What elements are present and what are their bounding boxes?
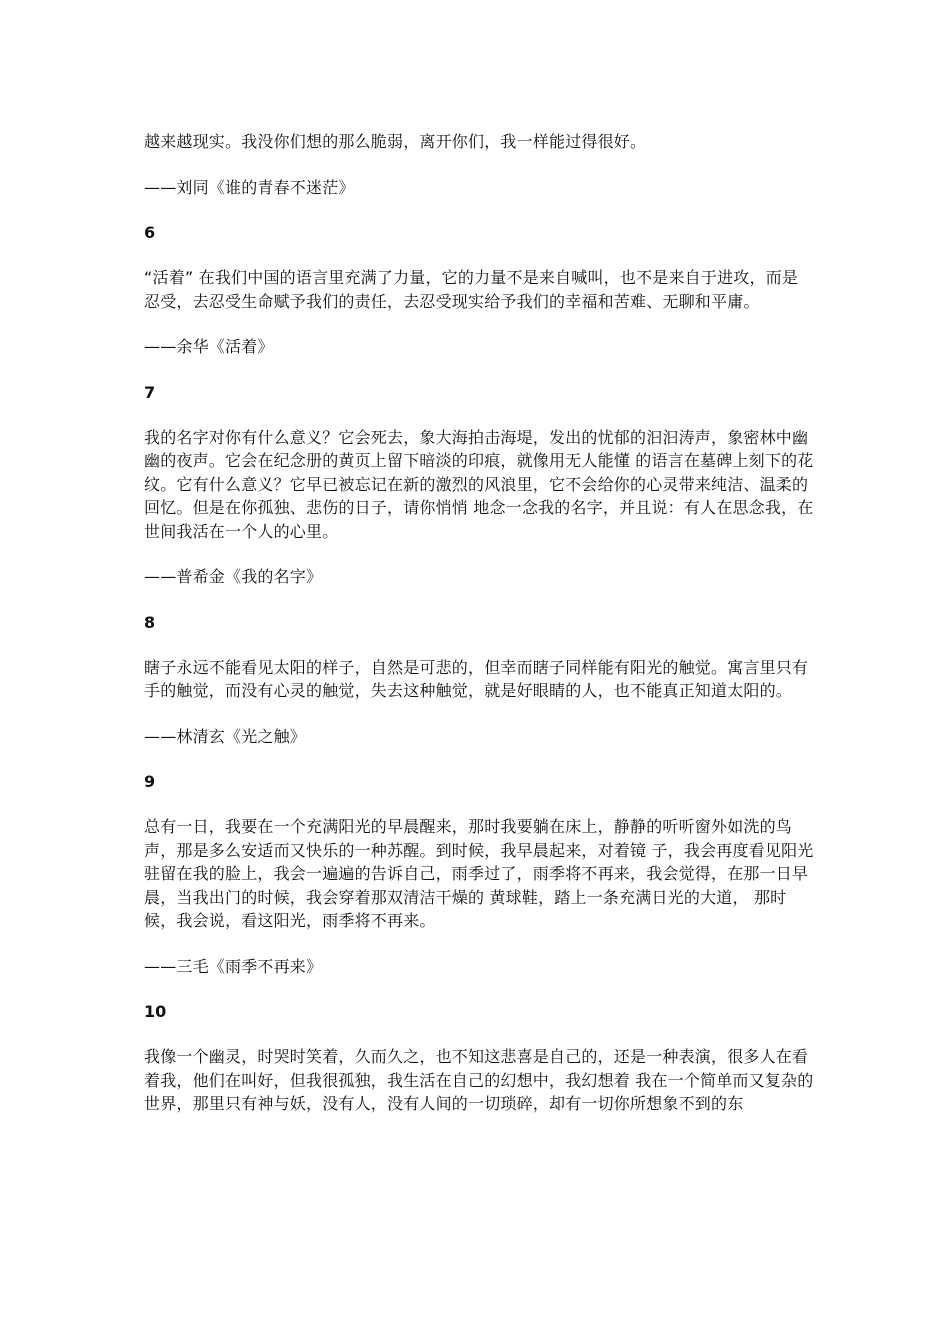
quote-number-10: 10 — [144, 1002, 167, 1021]
quote-number-9: 9 — [144, 772, 156, 791]
quote-text-8: 瞎子永远不能看见太阳的样子，自然是可悲的，但幸而瞎子同样能有阳光的触觉。寓言里只有手的触觉，而没有心灵的触觉，失去这种触觉，就是好眼睛的人，也不能真正知道太阳的。 — [144, 657, 809, 700]
quote-source-7: ——普希金《我的名字》 — [144, 567, 323, 586]
quote-text-5-tail: 越来越现实。我没你们想的那么脆弱，离开你们，我一样能过得很好。 — [144, 132, 647, 151]
quote-number-6: 6 — [144, 223, 156, 242]
quote-text-6: “活着” 在我们中国的语言里充满了力量，它的力量不是来自喊叫，也不是来自于进攻，而是 忍受，去忍受生命赋予我们的责任，去忍受现实给予我们的幸福和苦难、无聊和平庸。 — [144, 268, 799, 311]
quote-source-5: ——刘同《谁的青春不迷茫》 — [144, 177, 355, 197]
quote-number-7: 7 — [144, 382, 156, 402]
quote-source-6: ——余华《活着》 — [144, 337, 274, 356]
quote-source-9: ——三毛《雨季不再来》 — [144, 956, 323, 976]
quote-text-7: 我的名字对你有什么意义？它会死去，象大海拍击海堤，发出的忧郁的汩汩涛声，象密林中幽幽的夜声。它会在纪念册的黄页上留下暗淡的印痕，就像用无人能懂 的语言在墓碑上刻下的花纹。它有什么意义？它早已被忘记在新的激烈的风浪里，它不会给你的心灵带来纯洁、温柔的回忆。但是在你孤独、悲伤的日子，请你悄悄 地念一念我的名字，并且说：有人在思念我，在世间我活在一个人的心里。 — [144, 427, 814, 541]
quote-source-8: ——林清玄《光之触》 — [144, 726, 307, 746]
document-page — [144, 130, 816, 1116]
quote-text-9: 总有一日，我要在一个充满阳光的早晨醒来，那时我要躺在床上，静静的听听窗外如洗的鸟声，那是多么安适而又快乐的一种苏醒。到时候，我早晨起来，对着镜 子，我会再度看见阳光驻留在我的脸上，我会一遍遍的告诉自己，雨季过了，雨季将不再来，我会觉得，在那一日早晨，当我出门的时候，我会穿着那双清洁干燥的 黄球鞋，踏上一条充满日光的大道， 那时候，我会说，看这阳光，雨季将不再来。 — [144, 817, 814, 930]
quote-text-10: 我像一个幽灵，时哭时笑着，久而久之，也不知这悲喜是自己的，还是一种表演，很多人在看着我，他们在叫好，但我很孤独，我生活在自己的幻想中，我幻想着 我在一个简单而又复杂的世界，那里只有神与妖，没有人，没有人间的一切琐碎，却有一切你所想象不到的东 — [144, 1047, 814, 1113]
quote-number-8: 8 — [144, 612, 156, 632]
